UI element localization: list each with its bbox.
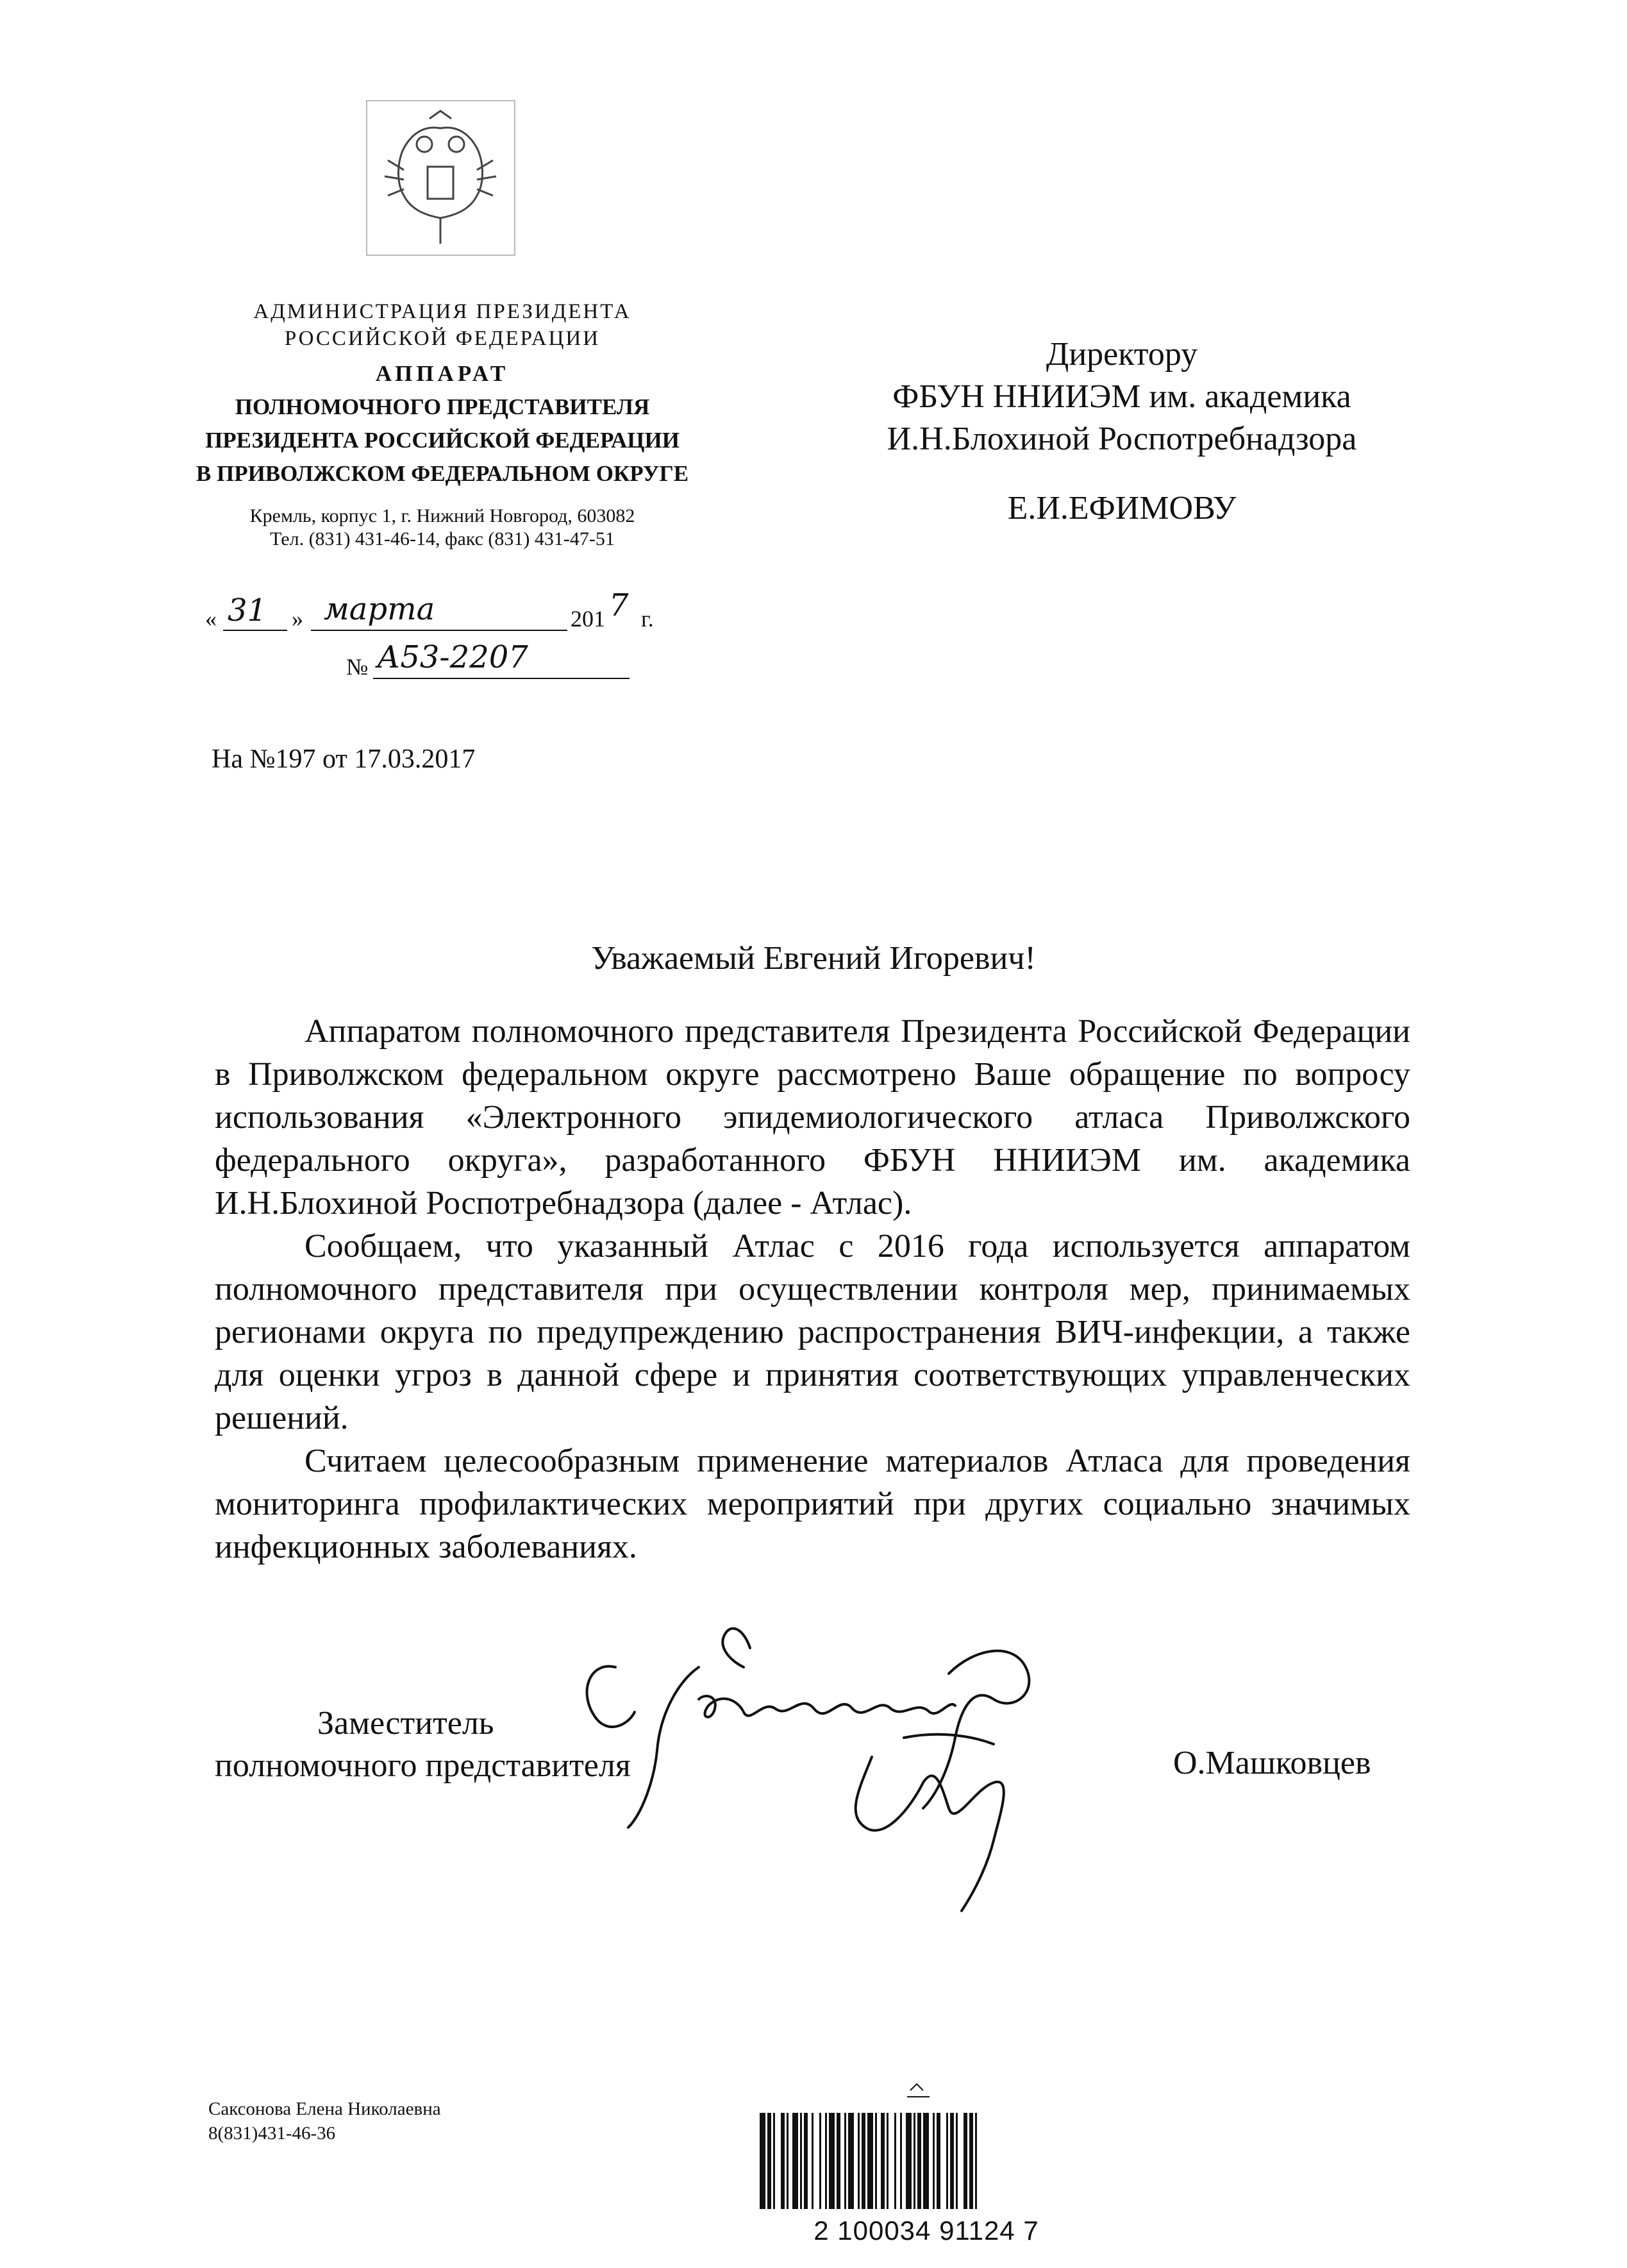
barcode-bar [969, 2113, 973, 2209]
reply-reference: На №197 от 17.03.2017 [212, 744, 476, 774]
barcode-bar [881, 2113, 885, 2209]
barcode-bar [773, 2113, 775, 2209]
number-line [205, 639, 667, 683]
sender-phones: Тел. (831) 431-46-14, факс (831) 431-47-51 [270, 528, 615, 550]
date-line [205, 587, 667, 635]
barcode-bar [844, 2113, 846, 2209]
date-year-suffix: 7 [609, 587, 629, 623]
date-day: 31 [228, 592, 267, 628]
addressee-block [814, 333, 1430, 530]
addressee-name: Е.И.ЕФИМОВУ [1007, 490, 1237, 526]
barcode-bar [837, 2113, 840, 2209]
barcode-bar [906, 2113, 912, 2209]
registration-number: А53-2207 [377, 639, 528, 675]
barcode-bar [933, 2113, 935, 2209]
barcode-bar [804, 2113, 808, 2209]
date-year-unit: г. [641, 606, 654, 632]
barcode-bar [862, 2113, 865, 2209]
apparatus-line: В ПРИВОЛЖСКОМ ФЕДЕРАЛЬНОМ ОКРУГЕ [196, 461, 689, 486]
barcode-bar [812, 2113, 814, 2209]
barcode-bar [819, 2113, 821, 2209]
executor-phone: 8(831)431-46-36 [208, 2123, 336, 2144]
apparatus-line: ПРЕЗИДЕНТА РОССИЙСКОЙ ФЕДЕРАЦИИ [205, 428, 680, 453]
barcode-bar [787, 2113, 788, 2209]
barcode-bar [956, 2113, 958, 2209]
barcode-number: 2 100034 91124 7 [814, 2215, 1039, 2246]
coat-of-arms-emblem [365, 99, 516, 256]
barcode-bar [894, 2113, 896, 2209]
body-paragraph: Считаем целесообразным применение материалов Атласа для проведения мониторинга профилактических мероприятий при других социально значимых инфекционных заболеваниях. [215, 1443, 1410, 1565]
barcode-bar [858, 2113, 860, 2209]
administration-line: РОССИЙСКОЙ ФЕДЕРАЦИИ [284, 327, 601, 350]
barcode-bar [914, 2113, 915, 2209]
handwritten-signature [551, 1622, 1141, 2007]
apparatus-line: ПОЛНОМОЧНОГО ПРЕДСТАВИТЕЛЯ [235, 394, 650, 419]
body-paragraph: Аппаратом полномочного представителя Президента Российской Федерации в Приволжском федеральном округе рассмотрено Ваше обращение по вопросу использования «Электронного эпидемиологического атласа Приволжского федерального округа», разработанного ФБУН ННИИЭМ им. академика И.Н.Блохиной Роспотребнадзора (далее - Атлас). [215, 1013, 1410, 1222]
quote-open: « [205, 606, 217, 632]
barcode-bar [781, 2113, 785, 2209]
barcode-bar [900, 2113, 902, 2209]
position-line: полномочного представителя [215, 1747, 631, 1784]
signer-name: О.Машковцев [1173, 1745, 1371, 1781]
barcode-bar [825, 2113, 827, 2209]
number-label: № [346, 654, 369, 680]
body-paragraph: Сообщаем, что указанный Атлас с 2016 года используется аппаратом полномочного представителя при осуществлении контроля мер, принимаемых регионами округа по предупреждению распространения ВИЧ-инфекции, а также для оценки угроз в данной сфере и принятия соответствующих управленческих решений. [215, 1228, 1410, 1436]
executor-block [208, 2097, 441, 2146]
sender-address: Кремль, корпус 1, г. Нижний Новгород, 603082 [249, 505, 635, 526]
apparatus-title: АППАРАТ [375, 361, 510, 386]
barcode-bar [946, 2113, 948, 2209]
barcode-bar [887, 2113, 889, 2209]
quote-close: » [292, 606, 303, 632]
barcode-bar [964, 2113, 967, 2209]
addressee-line: И.Н.Блохиной Роспотребнадзора [887, 421, 1357, 457]
barcode-bar [792, 2113, 798, 2209]
addressee-line: ФБУН ННИИЭМ им. академика [892, 378, 1351, 415]
barcode-bar [800, 2113, 802, 2209]
barcode-bar [767, 2113, 771, 2209]
barcode-bar [950, 2113, 954, 2209]
barcode-bar [760, 2113, 765, 2209]
salutation: Уважаемый Евгений Игоревич! [591, 940, 1036, 977]
addressee-line: Директору [1046, 336, 1198, 373]
executor-name: Саксонова Елена Николаевна [208, 2099, 441, 2119]
date-year-prefix: 201 [571, 606, 605, 632]
barcode-bar [917, 2113, 921, 2209]
barcode-bar [923, 2113, 929, 2209]
barcode-bar [875, 2113, 877, 2209]
position-line: Заместитель [317, 1705, 494, 1742]
barcode-bar [829, 2113, 835, 2209]
administration-line: АДМИНИСТРАЦИЯ ПРЕЗИДЕНТА [253, 300, 631, 323]
sender-block [160, 298, 724, 551]
barcode-bar [867, 2113, 873, 2209]
barcode-bar [848, 2113, 854, 2209]
barcode-bar [937, 2113, 940, 2209]
date-month: марта [324, 591, 435, 627]
letter-body [215, 1010, 1410, 1568]
barcode-bar [975, 2113, 977, 2209]
